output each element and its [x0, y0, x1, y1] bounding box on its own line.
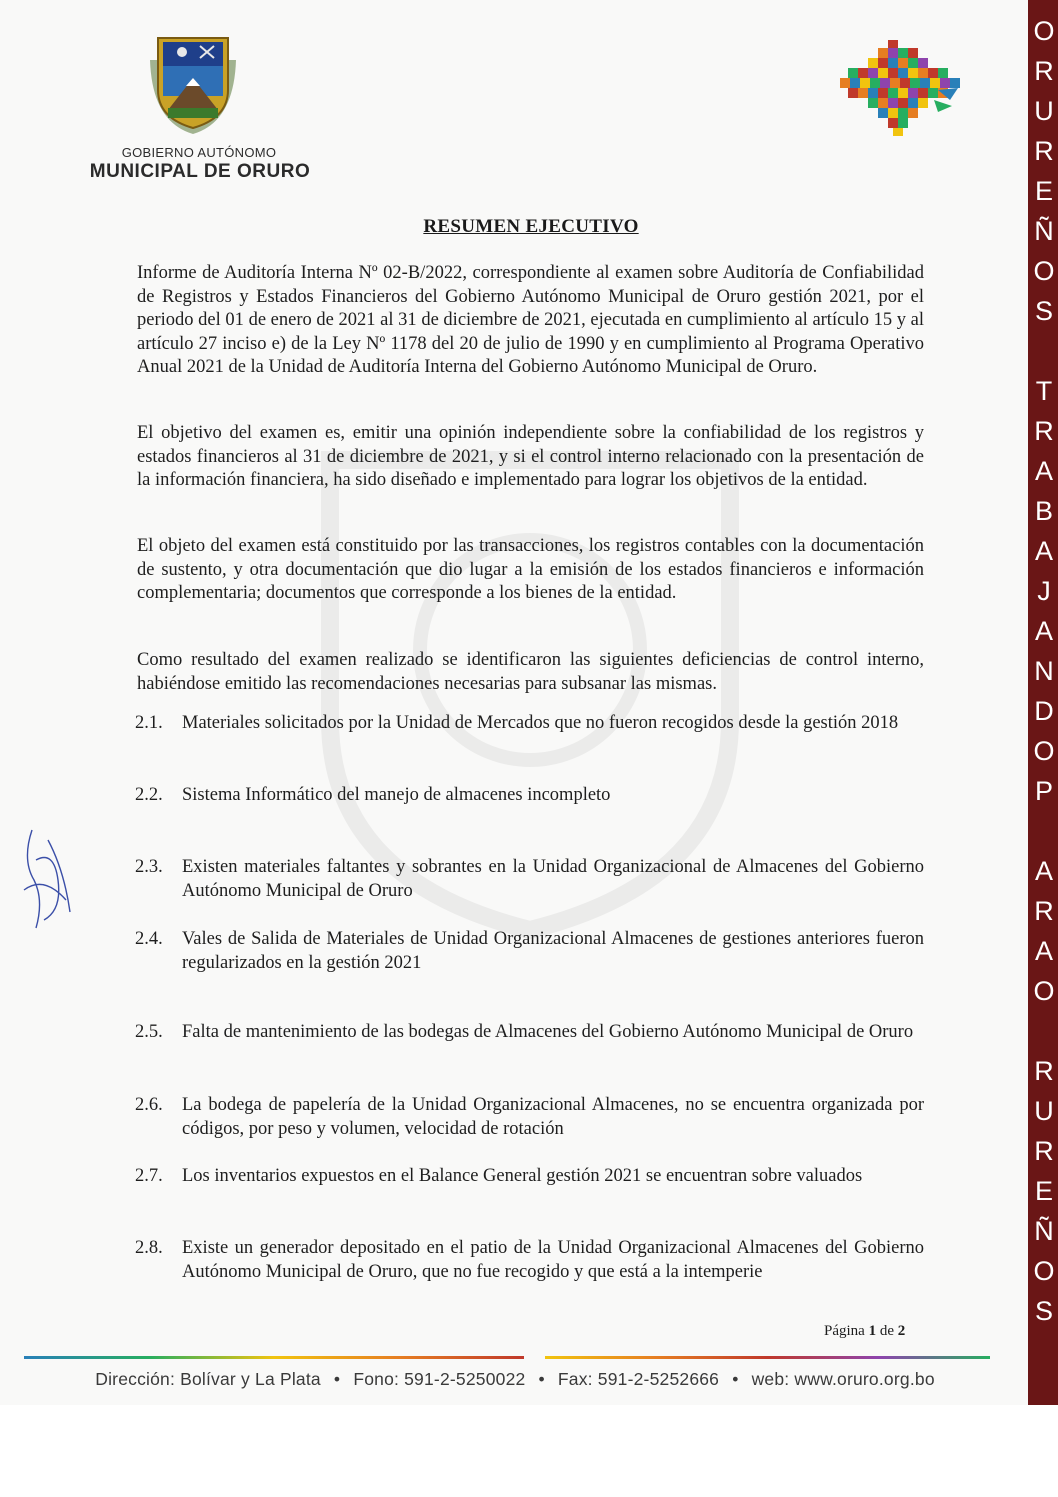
- slogan-letter: A: [1034, 456, 1053, 486]
- slogan-letter: S: [1034, 1296, 1053, 1326]
- slogan-letter: Ñ: [1034, 216, 1054, 246]
- slogan-letter: O: [1033, 256, 1055, 286]
- slogan-letter: J: [1037, 576, 1051, 606]
- list-item: [135, 928, 924, 975]
- org-name-line1: GOBIERNO AUTÓNOMO: [121, 145, 277, 160]
- item-number: 2.2.: [135, 785, 163, 805]
- slogan-letter: S: [1034, 296, 1053, 326]
- slogan-letter: D: [1034, 696, 1054, 726]
- footer-contact: [0, 1369, 1030, 1390]
- slogan-letter: R: [1034, 416, 1054, 446]
- item-text: Existe un generador depositado en el patio de la Unidad Organizacional Almacenes del Gobierno Autónomo Municipal de Oruro, que no fue recogido y que está a la intemperie: [182, 1238, 924, 1282]
- slogan-letter: R: [1034, 1136, 1054, 1166]
- list-item: [135, 712, 924, 736]
- slogan-letter: E: [1034, 1176, 1053, 1206]
- list-item: [135, 1021, 924, 1045]
- signature-initials-icon: [14, 820, 84, 940]
- paragraph-intro: Informe de Auditoría Interna Nº 02-B/2022, correspondiente al examen sobre Auditoría de Confiabilidad de Registros y Estados Financieros del Gobierno Autónomo Municipal de Oruro gestión 2021, por el periodo del 01 de enero de 2021 al 31 de diciembre de 2021, ejecutada en cumplimiento al artículo 15 y al artículo 27 inciso e) de la Ley Nº 1178 del 20 de julio de 1990 y en cumplimiento al Programa Operativo Anual 2021 de la Unidad de Auditoría Interna del Gobierno Autónomo Municipal de Oruro.: [137, 263, 924, 377]
- item-text: Existen materiales faltantes y sobrantes en la Unidad Organizacional de Almacenes del Gobierno Autónomo Municipal de Oruro: [182, 857, 924, 901]
- slogan-letter: O: [1033, 976, 1055, 1006]
- slogan-letter: A: [1034, 936, 1053, 966]
- slogan-letter: R: [1034, 136, 1054, 166]
- item-text: Sistema Informático del manejo de almacenes incompleto: [182, 785, 611, 805]
- item-text: Los inventarios expuestos en el Balance General gestión 2021 se encuentran sobre valuados: [182, 1166, 863, 1186]
- slogan-letter: R: [1034, 896, 1054, 926]
- org-name-line2: MUNICIPAL DE ORURO: [89, 161, 311, 182]
- list-item: [135, 1165, 924, 1189]
- item-text: Falta de mantenimiento de las bodegas de Almacenes del Gobierno Autónomo Municipal de Oruro: [182, 1022, 914, 1042]
- slogan-letter: R: [1034, 1056, 1054, 1086]
- item-text: La bodega de papelería de la Unidad Organizacional Almacenes, no se encuentra organizada por códigos, por peso y volumen, velocidad de rotación: [182, 1095, 924, 1139]
- footer-color-bar-left: [24, 1356, 524, 1359]
- scan-margin: [0, 1405, 1058, 1497]
- list-item: [135, 1094, 924, 1141]
- slogan-letter: B: [1034, 496, 1053, 526]
- slogan-letter: A: [1034, 536, 1053, 566]
- page-number: Página 1 de 2: [824, 1323, 906, 1339]
- item-number: 2.4.: [135, 929, 163, 949]
- wiphala-mosaic-icon: [838, 38, 962, 138]
- slogan-letter: E: [1034, 176, 1053, 206]
- item-number: 2.6.: [135, 1095, 163, 1115]
- footer-phone: Fono: 591-2-5250022: [353, 1369, 526, 1389]
- slogan-letter: N: [1034, 656, 1054, 686]
- paragraph-result: Como resultado del examen realizado se identificaron las siguientes deficiencias de control interno, habiéndose emitido las recomendaciones necesarias para subsanar las mismas.: [137, 650, 924, 694]
- slogan-letter: U: [1034, 1096, 1054, 1126]
- list-item: [135, 784, 924, 808]
- slogan-letter: R: [1034, 56, 1054, 86]
- item-text: Materiales solicitados por la Unidad de Mercados que no fueron recogidos desde la gestión 2018: [182, 713, 899, 733]
- slogan-letter: T: [1035, 376, 1053, 406]
- slogan-letter: Ñ: [1034, 1216, 1054, 1246]
- footer-separator: •: [538, 1369, 545, 1389]
- footer-web-link[interactable]: web: www.oruro.org.bo: [751, 1369, 935, 1389]
- coat-of-arms-icon: [138, 30, 248, 140]
- slogan-letter: O: [1033, 16, 1055, 46]
- list-item: [135, 1237, 924, 1284]
- slogan-letter: P: [1034, 776, 1053, 806]
- municipal-logo: [89, 30, 311, 185]
- document-title: RESUMEN EJECUTIVO: [423, 216, 639, 237]
- slogan-letter: A: [1034, 856, 1053, 886]
- paragraph-objective: El objetivo del examen es, emitir una opinión independiente sobre la confiabilidad de los registros y estados financieros al 31 de diciembre de 2021, y si el control interno relacionado con la presentación de la información financiera, ha sido diseñado e implementado para lograr los objetivos de la entidad.: [137, 423, 924, 490]
- item-number: 2.1.: [135, 713, 163, 733]
- item-number: 2.5.: [135, 1022, 163, 1042]
- item-text: Vales de Salida de Materiales de Unidad Organizacional Almacenes de gestiones anteriores fueron regularizados en la gestión 2021: [182, 929, 924, 973]
- footer-color-bar-right: [545, 1356, 990, 1359]
- slogan-letter: O: [1033, 1256, 1055, 1286]
- slogan-letter: U: [1034, 96, 1054, 126]
- item-number: 2.7.: [135, 1166, 163, 1186]
- list-item: [135, 856, 924, 903]
- item-number: 2.3.: [135, 857, 163, 877]
- footer-separator: •: [732, 1369, 739, 1389]
- item-number: 2.8.: [135, 1238, 163, 1258]
- slogan-letter: O: [1033, 736, 1055, 766]
- footer-address: Dirección: Bolívar y La Plata: [95, 1369, 321, 1389]
- footer-fax: Fax: 591-2-5252666: [557, 1369, 720, 1389]
- footer-separator: •: [333, 1369, 341, 1389]
- paragraph-object: El objeto del examen está constituido por las transacciones, los registros contables con la documentación de sustento, y otra documentación que dio lugar a la emisión de los estados financieros e información complementaria; documentos que corresponde a los bienes de la entidad.: [137, 536, 924, 603]
- slogan-letter: A: [1034, 616, 1053, 646]
